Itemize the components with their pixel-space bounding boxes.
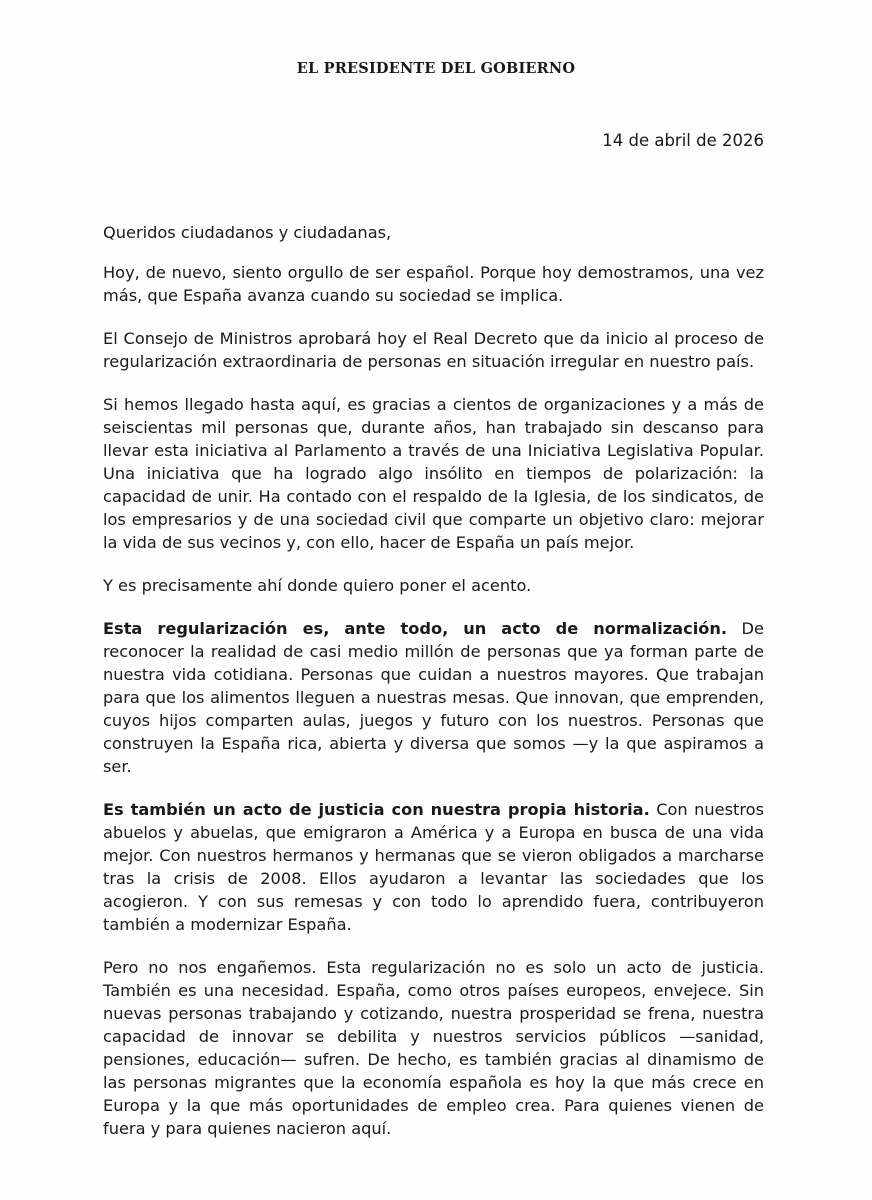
paragraph-1	[103, 261, 764, 307]
paragraph-3	[103, 393, 764, 554]
paragraph-text: Si hemos llegado hasta aquí, es gracias a cientos de organizaciones y a más de seiscientas mil personas que, durante años, han trabajado sin descanso para llevar esta iniciativa al Parlamento a través de una Iniciativa Legislativa Popular. Una iniciativa que ha logrado algo insólito en tiempos de polarización: la capacidad de unir. Ha contado con el respaldo de la Iglesia, de los sindicatos, de los empresarios y de una sociedad civil que comparte un objetivo claro: mejorar la vida de sus vecinos y, con ello, hacer de España un país mejor.	[103, 395, 764, 552]
paragraph-text: De reconocer la realidad de casi medio millón de personas que ya forman parte de nuestra vida cotidiana. Personas que cuidan a nuestros mayores. Que trabajan para que los alimentos lleguen a nuestras mesas. Que innovan, que emprenden, cuyos hijos comparten aulas, juegos y futuro con los nuestros. Personas que construyen la España rica, abierta y diversa que somos —y la que aspiramos a ser.	[103, 619, 764, 776]
paragraph-7	[103, 956, 764, 1140]
paragraph-text: Hoy, de nuevo, siento orgullo de ser español. Porque hoy demostramos, una vez más, que España avanza cuando su sociedad se implica.	[103, 263, 764, 305]
paragraph-2	[103, 327, 764, 373]
paragraph-bold-lead: Esta regularización es, ante todo, un acto de normalización.	[103, 619, 728, 638]
paragraph-4	[103, 574, 764, 597]
paragraph-text: Pero no nos engañemos. Esta regularización no es solo un acto de justicia. También es una necesidad. España, como otros países europeos, envejece. Sin nuevas personas trabajando y cotizando, nuestra prosperidad se frena, nuestra capacidad de innovar se debilita y nuestros servicios públicos —sanidad, pensiones, educación— sufren. De hecho, es también gracias al dinamismo de las personas migrantes que la economía española es hoy la que más crece en Europa y la que más oportunidades de empleo crea. Para quienes vienen de fuera y para quienes nacieron aquí.	[103, 958, 764, 1138]
greeting: Queridos ciudadanos y ciudadanas,	[103, 223, 392, 242]
paragraph-5	[103, 617, 764, 778]
letter-date: 14 de abril de 2026	[602, 131, 764, 150]
paragraph-text: Y es precisamente ahí donde quiero poner el acento.	[103, 576, 532, 595]
paragraph-text: Con nuestros abuelos y abuelas, que emigraron a América y a Europa en busca de una vida mejor. Con nuestros hermanos y hermanas que se vieron obligados a marcharse tras la crisis de 2008. Ellos ayudaron a levantar las sociedades que los acogieron. Y con sus remesas y con todo lo aprendido fuera, contribuyeron también a modernizar España.	[103, 800, 765, 934]
letterhead: EL PRESIDENTE DEL GOBIERNO	[296, 60, 576, 77]
paragraph-text: El Consejo de Ministros aprobará hoy el Real Decreto que da inicio al proceso de regularización extraordinaria de personas en situación irregular en nuestro país.	[103, 329, 764, 371]
paragraph-bold-lead: Es también un acto de justicia con nuestra propia historia.	[103, 800, 650, 819]
letter-body	[103, 221, 764, 1160]
paragraph-6	[103, 798, 764, 936]
